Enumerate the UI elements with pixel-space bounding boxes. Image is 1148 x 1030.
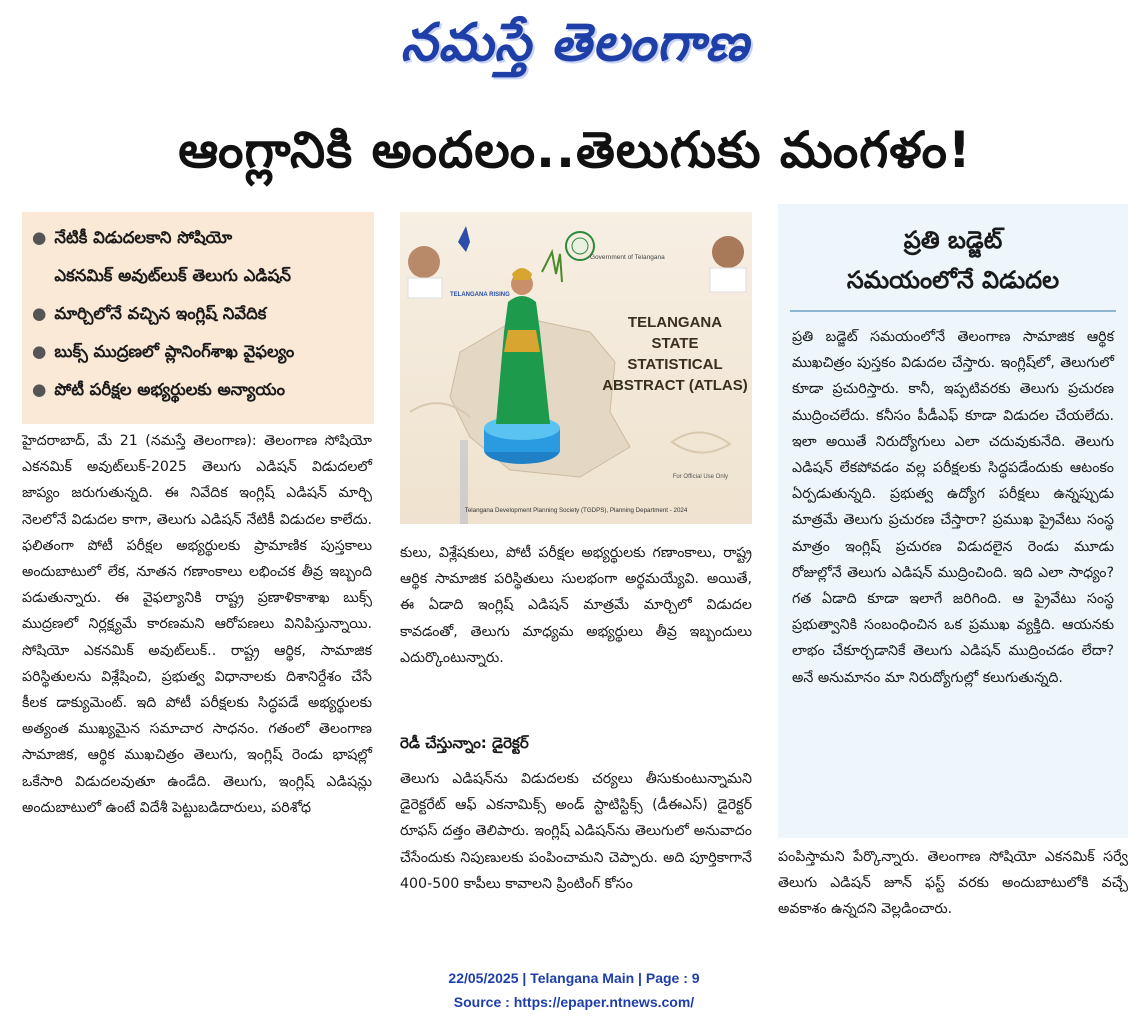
footer-source-link[interactable]: Source : https://epaper.ntnews.com/: [453, 994, 695, 1010]
article-column-2: [400, 540, 752, 671]
article-paragraph: పంపిస్తామని పేర్కొన్నారు. తెలంగాణ సోషియో ఎకనమిక్ సర్వే తెలుగు ఎడిషన్ జూన్ ఫస్ట్ వరకు అందుబాటులోకి వచ్చే అవకాశం ఉన్నదని వెల్లడించారు.: [778, 849, 1128, 918]
sidebar-box-title-line: ప్రతి బడ్జెట్: [903, 226, 1003, 254]
highlight-item: ఎకనమిక్ అవుట్‌లుక్ తెలుగు ఎడిషన్: [54, 266, 291, 285]
atlas-title-line: ABSTRACT (ATLAS): [602, 377, 748, 394]
highlights-box: [22, 212, 374, 424]
sidebar-box-title-line: సమయంలోనే విడుదల: [846, 266, 1060, 294]
divider: [790, 310, 1116, 312]
highlight-item: ● బుక్స్ ముద్రణలో ప్లానింగ్‌శాఖ వైఫల్యం: [32, 342, 295, 361]
bullet-icon: ●: [32, 304, 47, 323]
sidebar-box: [778, 204, 1128, 838]
article-column-2b: [400, 766, 752, 897]
govt-logo-label: Government of Telangana: [590, 254, 665, 261]
sidebar-box-text: ప్రతి బడ్జెట్ సమయంలోనే తెలంగాణ సామాజిక ఆర్థిక ముఖచిత్రం పుస్తకం విడుదల చేస్తారు. ఇంగ్లిష్‌లో, తెలుగులో కూడా ప్రచురిస్తారు. కానీ, ఇప్పటివరకు తెలుగు ప్రచురణ ముద్రించలేదు. కనీసం పీడీఎఫ్ కూడా విడుదల చేయలేదు. ఇలా అయితే నిరుద్యోగులు ఎలా చదువుకునేది. తెలుగు ఎడిషన్ లేకపోవడం వల్ల పరీక్షలకు సిద్ధపడేందుకు ఆటంకం ఏర్పడుతున్నది. ప్రభుత్వ ఉద్యోగ పరీక్షలు ఉన్నప్పుడు మాత్రమే తెలుగు ప్రచురణ చేస్తారా? ప్రముఖ ప్రైవేటు సంస్థ మాత్రం ఇంగ్లిష్ ప్రచురణ విడుదలైన రెండు మూడు రోజుల్లోనే తెలుగు ఎడిషన్ ముద్రించింది. ఇది ఎలా సాధ్యం? గత ఏడాది కూడా ఇలాగే జరిగింది. ఆ ప్రైవేటు సంస్థ ప్రభుత్వానికి సంబంధించిన ఒక ప్రముఖ వ్యక్తిది. ఆయనకు లాభం చేకూర్చడానికే తెలుగు ఎడిషన్ ముద్రించడం లేదా? అనే అనుమానం మా నిరుద్యోగుల్లో కలుగుతున్నది.: [792, 329, 1114, 686]
masthead: నమస్తే తెలంగాణ: [400, 12, 750, 73]
sidebar-box-title: [778, 220, 1128, 300]
bullet-icon: ●: [32, 342, 47, 361]
highlight-item: ● పోటీ పరీక్షల అభ్యర్థులకు అన్యాయం: [32, 380, 285, 399]
article-paragraph: కులు, విశ్లేషకులు, పోటీ పరీక్షల అభ్యర్థులకు గణాంకాలు, రాష్ట్ర ఆర్థిక సామాజిక పరిస్థితులు సులభంగా అర్థమయ్యేవి. అయితే, ఈ ఏడాది ఇంగ్లిష్ ఎడిషన్ మాత్రమే మార్చిలో విడుదల కావడంతో, తెలుగు మాధ్యమ అభ్యర్థులు తీవ్ర ఇబ్బందులు ఎదుర్కొంటున్నారు.: [400, 545, 752, 666]
highlight-item: ● మార్చిలోనే వచ్చిన ఇంగ్లిష్ నివేదిక: [32, 304, 267, 323]
atlas-cover-photo: [400, 212, 752, 524]
atlas-title-line: STATISTICAL: [627, 356, 723, 373]
atlas-cover-footer: Telangana Development Planning Society (TGDPS), Planning Department - 2024: [464, 507, 688, 514]
article-column-3b: [778, 844, 1128, 923]
article-paragraph: తెలుగు ఎడిషన్‌ను విడుదలకు చర్యలు తీసుకుంటున్నామని డైరెక్టరేట్ ఆఫ్ ఎకనామిక్స్ అండ్ స్టాటిస్టిక్స్ (డీఈఎస్) డైరెక్టర్ రూఫస్ దత్తం తెలిపారు. ఇంగ్లిష్ ఎడిషన్‌ను తెలుగులో అనువాదం చేసేందుకు నిపుణులకు పంపించామని చెప్పారు. అది పూర్తికాగానే 400-500 కాపీలు కావాలని ప్రింటింగ్ కోసం: [400, 771, 752, 892]
page-footer: [0, 966, 1148, 1014]
article-paragraph: హైదరాబాద్, మే 21 (నమస్తే తెలంగాణ): తెలంగాణ సోషియో ఎకనమిక్ అవుట్‌లుక్-2025 తెలుగు ఎడిషన్ విడుదలలో జాప్యం జరుగుతున్నది. ఈ నివేదిక ఇంగ్లిష్ ఎడిషన్ మార్చి నెలలోనే విడుదల కాగా, తెలుగు ఎడిషన్ నేటికీ విడుదల కాలేదు. ఫలితంగా పోటీ పరీక్షల అభ్యర్థులకు ప్రామాణిక పుస్తకాలు అందుబాటులో లేక, నూతన గణాంకాలు లభించక తీవ్ర ఇబ్బంది పడుతున్నారు. ఈ వైఫల్యానికి రాష్ట్ర ప్రణాళికాశాఖ బుక్స్ ముద్రణలో నిర్లక్ష్యమే కారణమని ఆరోపణలు వినిపిస్తున్నాయి. సోషియో ఎకనమిక్ అవుట్‌లుక్.. రాష్ట్ర ఆర్థిక, సామాజిక పరిస్థితులను విశ్లేషించి, ప్రభుత్వ విధానాలకు దిశానిర్దేశం చేసే కీలక డాక్యుమెంట్. ఇది పోటీ పరీక్షలకు సిద్ధపడే అభ్యర్థులకు అత్యంత ముఖ్యమైన సమాచార సాధనం. గతంలో తెలంగాణ సామాజిక, ఆర్థిక ముఖచిత్రం తెలుగు, ఇంగ్లిష్ రెండు భాషల్లో ఒకేసారి విడుదలవుతూ ఉండేది. తెలుగు, ఇంగ్లిష్ ఎడిషన్లు అందుబాటులో ఉంటే విదేశీ పెట్టుబడిదారులు, పరిశోధ: [22, 433, 372, 816]
atlas-title: [600, 312, 750, 396]
highlight-item: ● నేటికీ విడుదలకాని సోషియో: [32, 228, 233, 247]
official-use-label: For Official Use Only: [672, 474, 728, 480]
bullet-icon: ●: [32, 380, 47, 399]
article-column-1: [22, 428, 372, 821]
rising-logo-label: TELANGANA RISING: [450, 292, 510, 298]
subheading: రెడీ చేస్తున్నాం: డైరెక్టర్: [400, 734, 529, 752]
bullet-icon: ●: [32, 228, 47, 247]
atlas-title-line: STATE: [651, 335, 699, 352]
footer-date-line: 22/05/2025 | Telangana Main | Page : 9: [448, 970, 700, 986]
headline: ఆంగ్లానికి అందలం..తెలుగుకు మంగళం!: [178, 121, 972, 179]
atlas-title-line: TELANGANA: [627, 314, 723, 331]
